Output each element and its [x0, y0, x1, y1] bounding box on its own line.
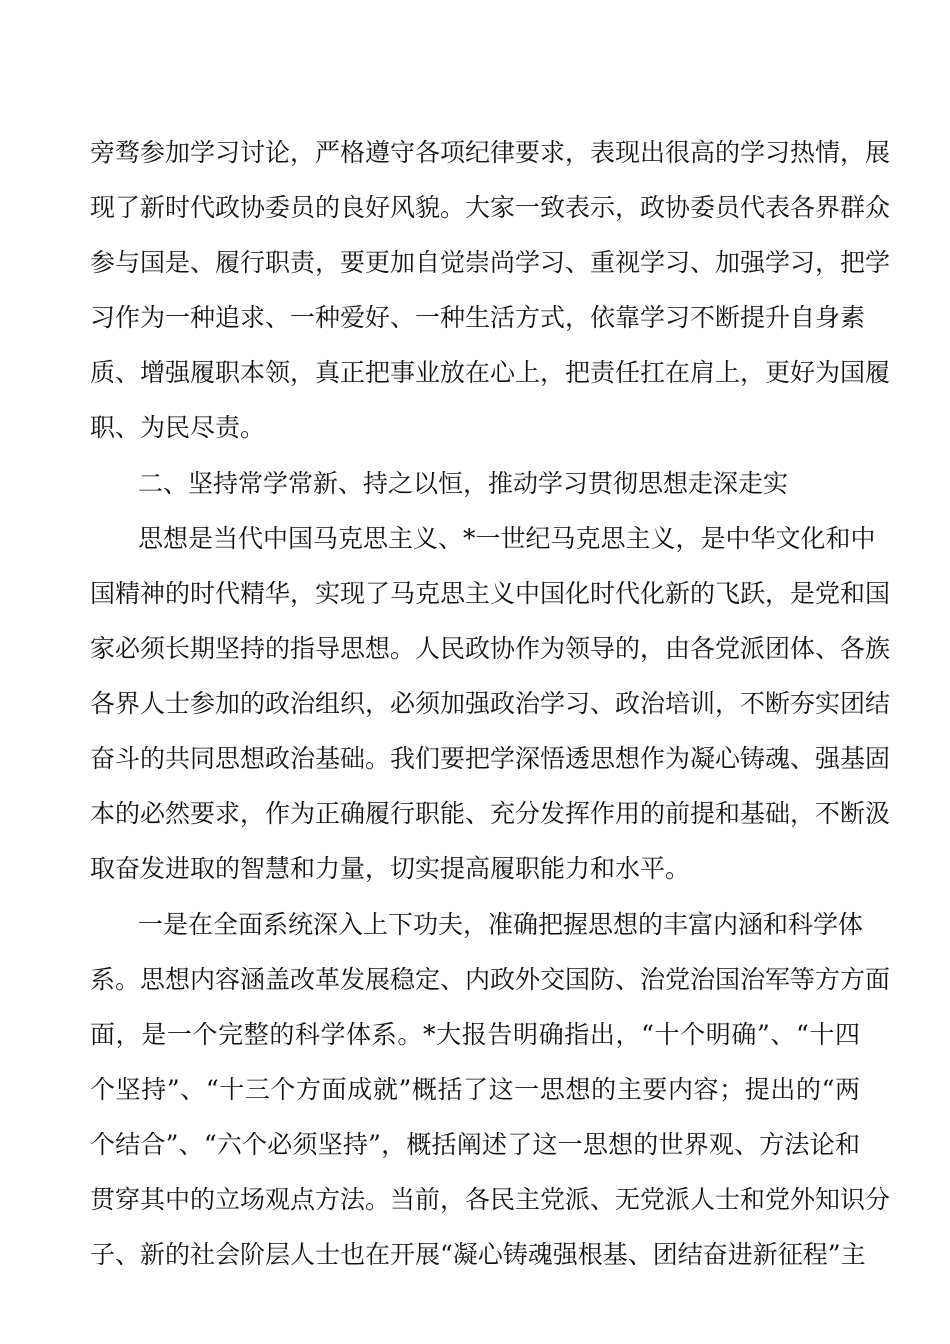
body-text-line: 本的必然要求，作为正确履行职能、充分发挥作用的前提和基础，不断汲 — [90, 799, 891, 828]
body-text-line: 习作为一种追求、一种爱好、一种生活方式，依靠学习不断提升自身素 — [90, 303, 866, 332]
section-heading: 二、坚持常学常新、持之以恒，推动学习贯彻思想走深走实 — [138, 469, 789, 498]
body-text-line: 家必须长期坚持的指导思想。人民政协作为领导的，由各党派团体、各族 — [90, 634, 891, 663]
body-text-line: 面，是一个完整的科学体系。*大报告明确指出，“十个明确”、“十四 — [90, 1020, 860, 1049]
body-text-line: 取奋发进取的智慧和力量，切实提高履职能力和水平。 — [90, 854, 691, 883]
body-text-line: 个结合”、“六个必须坚持”，概括阐述了这一思想的世界观、方法论和 — [90, 1130, 860, 1159]
body-text-line: 思想是当代中国马克思主义、*一世纪马克思主义，是中华文化和中 — [138, 524, 876, 553]
body-text-line: 职、为民尽责。 — [90, 413, 266, 442]
body-text-line: 子、新的社会阶层人士也在开展“凝心铸魂强根基、团结奋进新征程”主 — [90, 1240, 866, 1269]
body-text-line: 奋斗的共同思想政治基础。我们要把学深悟透思想作为凝心铸魂、强基固 — [90, 744, 891, 773]
body-text-line: 贯穿其中的立场观点方法。当前，各民主党派、无党派人士和党外知识分 — [90, 1185, 891, 1214]
body-text-line: 质、增强履职本领，真正把事业放在心上，把责任扛在肩上，更好为国履 — [90, 358, 891, 387]
body-text-line: 旁骛参加学习讨论，严格遵守各项纪律要求，表现出很高的学习热情，展 — [90, 138, 891, 167]
body-text-line: 系。思想内容涵盖改革发展稳定、内政外交国防、治党治国治军等方方面 — [90, 965, 891, 994]
body-text-line: 各界人士参加的政治组织，必须加强政治学习、政治培训，不断夯实团结 — [90, 689, 891, 718]
body-text-line: 参与国是、履行职责，要更加自觉崇尚学习、重视学习、加强学习，把学 — [90, 248, 891, 277]
body-text-line: 现了新时代政协委员的良好风貌。大家一致表示，政协委员代表各界群众 — [90, 193, 891, 222]
body-text-line: 一是在全面系统深入上下功夫，准确把握思想的丰富内涵和科学体 — [138, 910, 864, 939]
body-text-line: 国精神的时代精华，实现了马克思主义中国化时代化新的飞跃，是党和国 — [90, 579, 891, 608]
body-text-line: 个坚持”、“十三个方面成就”概括了这一思想的主要内容；提出的“两 — [90, 1075, 860, 1104]
